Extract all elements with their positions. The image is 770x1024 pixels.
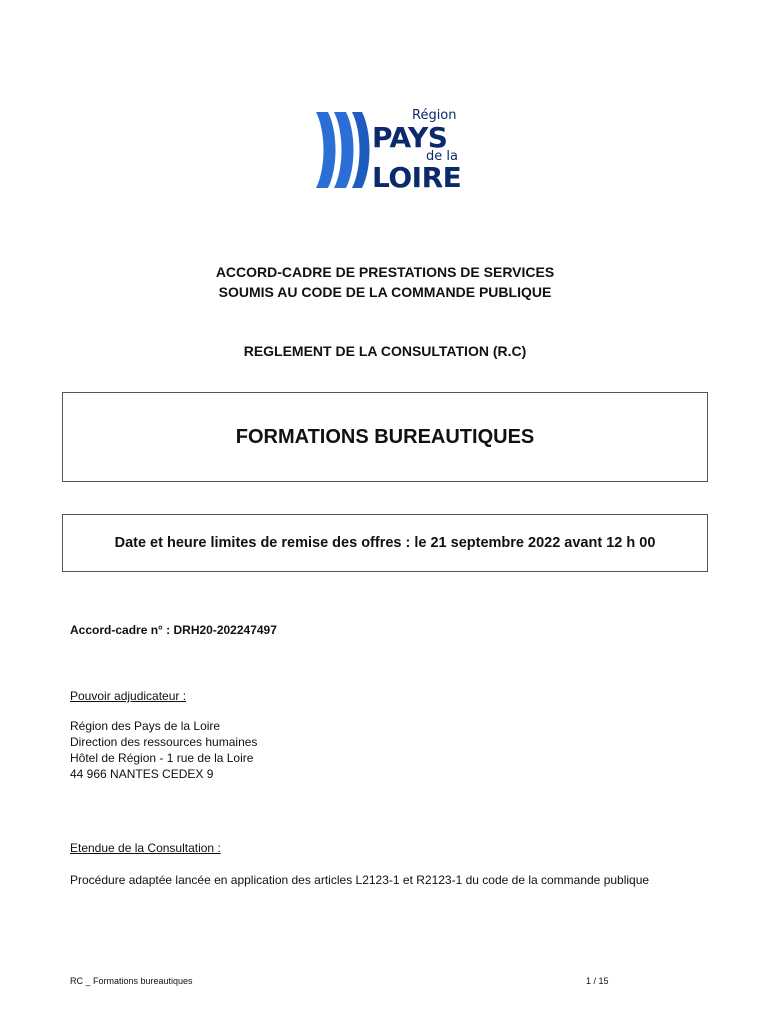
title-box bbox=[62, 392, 708, 482]
header-line-1: ACCORD-CADRE DE PRESTATIONS DE SERVICES bbox=[215, 264, 555, 280]
document-title: FORMATIONS BUREAUTIQUES bbox=[235, 425, 535, 448]
logo-loire-text: LOIRE bbox=[372, 161, 462, 194]
procedure-text: Procédure adaptée lancée en application des articles L2123-1 et R2123-1 du code de la commande publique bbox=[70, 873, 650, 887]
logo-pays-text: PAYS bbox=[372, 121, 448, 154]
logo-region-text: Région bbox=[412, 108, 457, 123]
deadline-text: Date et heure limites de remise des offres : le 21 septembre 2022 avant 12 h 00 bbox=[114, 535, 656, 551]
footer-document-name: RC _ Formations bureautiques bbox=[70, 976, 193, 986]
footer-page-number: 1 / 15 bbox=[586, 976, 609, 986]
header-reglement: REGLEMENT DE LA CONSULTATION (R.C) bbox=[243, 343, 527, 359]
deadline-box bbox=[62, 514, 708, 572]
accord-cadre-number: Accord-cadre n° : DRH20-202247497 bbox=[70, 623, 277, 637]
header-line-2: SOUMIS AU CODE DE LA COMMANDE PUBLIQUE bbox=[218, 284, 552, 300]
address-line: Direction des ressources humaines bbox=[70, 735, 258, 749]
pouvoir-adjudicateur-label: Pouvoir adjudicateur : bbox=[70, 689, 187, 703]
address-line: Région des Pays de la Loire bbox=[70, 719, 221, 733]
address-block bbox=[70, 718, 257, 782]
address-line: 44 966 NANTES CEDEX 9 bbox=[70, 767, 214, 781]
address-line: Hôtel de Région - 1 rue de la Loire bbox=[70, 751, 254, 765]
logo-dela-text: de la bbox=[426, 149, 458, 164]
etendue-label: Etendue de la Consultation : bbox=[70, 841, 221, 855]
region-logo bbox=[312, 106, 472, 196]
